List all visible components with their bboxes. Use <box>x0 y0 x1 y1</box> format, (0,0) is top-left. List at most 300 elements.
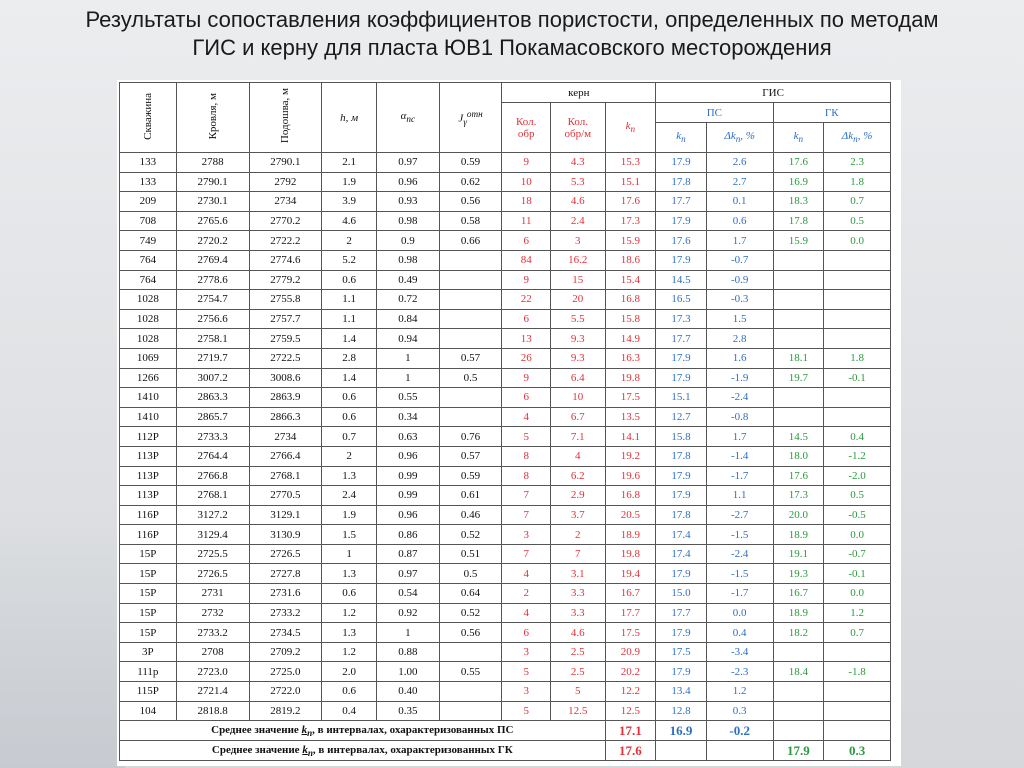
cell-gk-kp: 17.8 <box>773 211 824 231</box>
cell-gk-kp: 17.6 <box>773 466 824 486</box>
cell-gk-kp <box>773 250 824 270</box>
table-row <box>120 211 891 231</box>
cell-gk-dkp: 2.3 <box>824 153 891 173</box>
table-row <box>120 525 891 545</box>
cell-ps-kp: 17.7 <box>656 603 707 623</box>
cell-j: 0.58 <box>439 211 502 231</box>
cell-ps-kp: 17.8 <box>656 505 707 525</box>
cell-well: 113P <box>120 486 177 506</box>
cell-bottom: 2774.6 <box>249 250 322 270</box>
cell-ps-dkp: 1.7 <box>706 231 773 251</box>
cell-top: 2708 <box>176 642 249 662</box>
table-row <box>120 368 891 388</box>
cell-bottom: 2731.6 <box>249 584 322 604</box>
cell-core-count: 11 <box>502 211 551 231</box>
cell-gk-kp <box>773 407 824 427</box>
cell-gk-dkp: 0.4 <box>824 427 891 447</box>
cell-ps-dkp: 2.7 <box>706 172 773 192</box>
cell-top: 2778.6 <box>176 270 249 290</box>
cell-gk-kp <box>773 701 824 721</box>
porosity-comparison-table <box>119 82 891 761</box>
cell-gk-kp <box>773 270 824 290</box>
cell-j <box>439 329 502 349</box>
cell-gk-kp <box>773 329 824 349</box>
cell-bottom: 2766.4 <box>249 446 322 466</box>
cell-well: 133 <box>120 153 177 173</box>
cell-core-count: 8 <box>502 466 551 486</box>
cell-core-kp: 20.5 <box>605 505 656 525</box>
cell-alpha: 0.99 <box>376 466 439 486</box>
cell-j: 0.61 <box>439 486 502 506</box>
slide-title <box>0 6 1024 62</box>
table-row <box>120 309 891 329</box>
cell-alpha: 0.34 <box>376 407 439 427</box>
cell-gk-kp: 18.3 <box>773 192 824 212</box>
table-row <box>120 486 891 506</box>
cell-j: 0.56 <box>439 192 502 212</box>
header-ps-kp: $k_п$ <box>656 123 707 153</box>
cell-well: 112P <box>120 427 177 447</box>
cell-j: 0.46 <box>439 505 502 525</box>
cell-ps-kp: 15.8 <box>656 427 707 447</box>
cell-h: 1.2 <box>322 603 377 623</box>
average-ps-dkp: -0.2 <box>706 721 773 741</box>
cell-h: 0.4 <box>322 701 377 721</box>
cell-well: 111p <box>120 662 177 682</box>
cell-top: 2733.2 <box>176 623 249 643</box>
cell-well: 15P <box>120 603 177 623</box>
cell-core-count-per-m: 7 <box>550 544 605 564</box>
cell-ps-dkp: 0.3 <box>706 701 773 721</box>
average-gk-empty-ps-kp <box>656 741 707 761</box>
cell-well: 15P <box>120 544 177 564</box>
cell-bottom: 3130.9 <box>249 525 322 545</box>
cell-core-kp: 19.2 <box>605 446 656 466</box>
cell-core-count-per-m: 5 <box>550 682 605 702</box>
cell-core-kp: 16.8 <box>605 290 656 310</box>
cell-ps-kp: 17.9 <box>656 486 707 506</box>
cell-core-count-per-m: 9.3 <box>550 329 605 349</box>
cell-core-count: 3 <box>502 642 551 662</box>
cell-h: 1.4 <box>322 368 377 388</box>
table-row <box>120 231 891 251</box>
cell-h: 0.6 <box>322 388 377 408</box>
cell-core-count-per-m: 4.6 <box>550 623 605 643</box>
cell-alpha: 1 <box>376 623 439 643</box>
table-row <box>120 270 891 290</box>
cell-core-kp: 20.2 <box>605 662 656 682</box>
header-gis: ГИС <box>656 83 891 103</box>
cell-core-count: 9 <box>502 368 551 388</box>
table-row <box>120 682 891 702</box>
cell-ps-kp: 17.4 <box>656 525 707 545</box>
cell-core-kp: 12.5 <box>605 701 656 721</box>
cell-ps-dkp: 2.6 <box>706 153 773 173</box>
cell-gk-dkp: -0.7 <box>824 544 891 564</box>
cell-core-count-per-m: 3.3 <box>550 584 605 604</box>
cell-core-count: 6 <box>502 309 551 329</box>
cell-well: 113P <box>120 466 177 486</box>
cell-h: 0.6 <box>322 407 377 427</box>
title-line-2: ГИС и керну для пласта ЮВ1 Покамасовского месторождения <box>192 35 832 60</box>
cell-core-count: 4 <box>502 407 551 427</box>
cell-gk-kp: 19.3 <box>773 564 824 584</box>
cell-core-kp: 18.6 <box>605 250 656 270</box>
cell-j: 0.57 <box>439 348 502 368</box>
cell-ps-kp: 17.9 <box>656 564 707 584</box>
table-row <box>120 564 891 584</box>
cell-ps-kp: 17.7 <box>656 329 707 349</box>
cell-core-count-per-m: 15 <box>550 270 605 290</box>
cell-bottom: 2770.5 <box>249 486 322 506</box>
cell-top: 3007.2 <box>176 368 249 388</box>
cell-j: 0.59 <box>439 466 502 486</box>
cell-core-kp: 17.7 <box>605 603 656 623</box>
cell-h: 5.2 <box>322 250 377 270</box>
cell-gk-dkp: -0.1 <box>824 564 891 584</box>
cell-core-count-per-m: 16.2 <box>550 250 605 270</box>
cell-core-count-per-m: 4 <box>550 446 605 466</box>
table-row <box>120 544 891 564</box>
cell-ps-kp: 17.8 <box>656 172 707 192</box>
cell-j: 0.52 <box>439 603 502 623</box>
cell-gk-dkp: 0.0 <box>824 584 891 604</box>
cell-ps-dkp: 1.2 <box>706 682 773 702</box>
cell-ps-kp: 15.1 <box>656 388 707 408</box>
cell-alpha: 0.98 <box>376 250 439 270</box>
average-gk-label: Среднее значение $k_п$, в интервалах, охарактеризованных ГК <box>120 741 606 761</box>
cell-j <box>439 309 502 329</box>
cell-alpha: 1 <box>376 348 439 368</box>
cell-well: 708 <box>120 211 177 231</box>
cell-h: 1.9 <box>322 505 377 525</box>
cell-core-count: 4 <box>502 603 551 623</box>
cell-top: 2756.6 <box>176 309 249 329</box>
cell-ps-kp: 17.9 <box>656 250 707 270</box>
header-ps: ПС <box>656 103 773 123</box>
cell-core-count: 26 <box>502 348 551 368</box>
header-well: Скважина <box>120 83 177 153</box>
cell-core-kp: 16.3 <box>605 348 656 368</box>
cell-core-kp: 15.1 <box>605 172 656 192</box>
cell-h: 1.3 <box>322 564 377 584</box>
cell-j <box>439 270 502 290</box>
average-ps-kp: 16.9 <box>656 721 707 741</box>
cell-alpha: 0.92 <box>376 603 439 623</box>
cell-gk-kp: 18.0 <box>773 446 824 466</box>
cell-alpha: 0.96 <box>376 446 439 466</box>
cell-gk-dkp: -0.5 <box>824 505 891 525</box>
cell-well: 133 <box>120 172 177 192</box>
cell-ps-dkp: 1.6 <box>706 348 773 368</box>
cell-j: 0.5 <box>439 368 502 388</box>
cell-core-kp: 16.8 <box>605 486 656 506</box>
cell-alpha: 0.97 <box>376 564 439 584</box>
cell-core-count-per-m: 10 <box>550 388 605 408</box>
cell-h: 1 <box>322 544 377 564</box>
cell-gk-dkp: 0.0 <box>824 231 891 251</box>
cell-bottom: 2790.1 <box>249 153 322 173</box>
cell-well: 115P <box>120 682 177 702</box>
cell-gk-dkp: 0.7 <box>824 623 891 643</box>
cell-ps-kp: 17.9 <box>656 623 707 643</box>
cell-core-count: 5 <box>502 427 551 447</box>
cell-well: 3P <box>120 642 177 662</box>
cell-gk-kp: 17.3 <box>773 486 824 506</box>
average-gk-dkp: 0.3 <box>824 741 891 761</box>
cell-well: 15P <box>120 564 177 584</box>
cell-j <box>439 642 502 662</box>
cell-top: 2719.7 <box>176 348 249 368</box>
cell-bottom: 2757.7 <box>249 309 322 329</box>
cell-h: 3.9 <box>322 192 377 212</box>
cell-ps-dkp: 0.6 <box>706 211 773 231</box>
cell-core-count-per-m: 2.5 <box>550 642 605 662</box>
cell-core-count: 6 <box>502 623 551 643</box>
cell-core-count-per-m: 5.5 <box>550 309 605 329</box>
cell-ps-dkp: -1.5 <box>706 564 773 584</box>
cell-bottom: 2770.2 <box>249 211 322 231</box>
cell-bottom: 2722.0 <box>249 682 322 702</box>
cell-bottom: 3008.6 <box>249 368 322 388</box>
cell-top: 2865.7 <box>176 407 249 427</box>
cell-top: 2725.5 <box>176 544 249 564</box>
cell-ps-dkp: 2.8 <box>706 329 773 349</box>
cell-top: 3127.2 <box>176 505 249 525</box>
cell-j <box>439 701 502 721</box>
cell-core-count-per-m: 3.1 <box>550 564 605 584</box>
cell-core-kp: 15.9 <box>605 231 656 251</box>
cell-well: 1028 <box>120 290 177 310</box>
cell-top: 2732 <box>176 603 249 623</box>
cell-gk-kp <box>773 682 824 702</box>
cell-top: 2766.8 <box>176 466 249 486</box>
cell-core-count: 18 <box>502 192 551 212</box>
average-ps-empty-gk-kp <box>773 721 824 741</box>
cell-bottom: 2734 <box>249 192 322 212</box>
cell-h: 1.4 <box>322 329 377 349</box>
cell-top: 2758.1 <box>176 329 249 349</box>
cell-core-kp: 14.1 <box>605 427 656 447</box>
cell-gk-kp: 15.9 <box>773 231 824 251</box>
title-line-1: Результаты сопоставления коэффициентов пористости, определенных по методам <box>85 7 939 32</box>
cell-alpha: 0.97 <box>376 153 439 173</box>
cell-well: 1266 <box>120 368 177 388</box>
cell-core-count: 6 <box>502 388 551 408</box>
cell-gk-dkp <box>824 701 891 721</box>
table-row <box>120 348 891 368</box>
cell-core-kp: 17.5 <box>605 388 656 408</box>
cell-alpha: 0.72 <box>376 290 439 310</box>
header-core-kp: $k_п$ <box>605 103 656 153</box>
average-gk-kp: 17.9 <box>773 741 824 761</box>
cell-j <box>439 682 502 702</box>
table-row <box>120 603 891 623</box>
cell-alpha: 0.84 <box>376 309 439 329</box>
cell-gk-dkp <box>824 329 891 349</box>
header-bottom: Подошва, м <box>249 83 322 153</box>
cell-core-count-per-m: 3.3 <box>550 603 605 623</box>
cell-alpha: 0.9 <box>376 231 439 251</box>
cell-core-count-per-m: 6.4 <box>550 368 605 388</box>
cell-ps-kp: 17.4 <box>656 544 707 564</box>
cell-bottom: 2725.0 <box>249 662 322 682</box>
cell-gk-kp <box>773 642 824 662</box>
table-row <box>120 427 891 447</box>
cell-gk-dkp: -0.1 <box>824 368 891 388</box>
cell-ps-dkp: -1.4 <box>706 446 773 466</box>
table-row <box>120 584 891 604</box>
table-row <box>120 290 891 310</box>
header-core-count-per-m: Кол. обр/м <box>550 103 605 153</box>
cell-core-kp: 17.5 <box>605 623 656 643</box>
average-row-gk <box>120 741 891 761</box>
cell-core-count: 5 <box>502 701 551 721</box>
cell-gk-kp: 18.2 <box>773 623 824 643</box>
cell-core-count: 7 <box>502 544 551 564</box>
cell-core-count: 6 <box>502 231 551 251</box>
cell-top: 3129.4 <box>176 525 249 545</box>
cell-core-count-per-m: 4.6 <box>550 192 605 212</box>
cell-gk-dkp: 0.7 <box>824 192 891 212</box>
cell-j: 0.5 <box>439 564 502 584</box>
cell-core-count: 7 <box>502 505 551 525</box>
cell-alpha: 0.86 <box>376 525 439 545</box>
cell-well: 116P <box>120 505 177 525</box>
cell-bottom: 2792 <box>249 172 322 192</box>
cell-top: 2733.3 <box>176 427 249 447</box>
average-gk-core-kp: 17.6 <box>605 741 656 761</box>
cell-well: 116P <box>120 525 177 545</box>
cell-ps-dkp: 1.5 <box>706 309 773 329</box>
cell-ps-dkp: 1.7 <box>706 427 773 447</box>
cell-alpha: 0.54 <box>376 584 439 604</box>
cell-gk-dkp <box>824 682 891 702</box>
table-row <box>120 642 891 662</box>
average-row-ps <box>120 721 891 741</box>
cell-gk-kp <box>773 309 824 329</box>
cell-h: 1.9 <box>322 172 377 192</box>
cell-gk-kp <box>773 290 824 310</box>
cell-j: 0.66 <box>439 231 502 251</box>
cell-gk-kp: 19.1 <box>773 544 824 564</box>
cell-ps-dkp: -1.5 <box>706 525 773 545</box>
cell-j: 0.51 <box>439 544 502 564</box>
table-row <box>120 192 891 212</box>
cell-ps-kp: 17.9 <box>656 662 707 682</box>
cell-alpha: 0.35 <box>376 701 439 721</box>
cell-alpha: 0.93 <box>376 192 439 212</box>
header-j: $J_\gamma^{отн}$ <box>439 83 502 153</box>
cell-alpha: 0.94 <box>376 329 439 349</box>
cell-h: 0.7 <box>322 427 377 447</box>
cell-core-count: 9 <box>502 153 551 173</box>
cell-bottom: 2819.2 <box>249 701 322 721</box>
cell-ps-kp: 12.7 <box>656 407 707 427</box>
cell-core-count: 9 <box>502 270 551 290</box>
cell-ps-dkp: -0.8 <box>706 407 773 427</box>
cell-gk-dkp: -1.2 <box>824 446 891 466</box>
header-gk-kp: $k_п$ <box>773 123 824 153</box>
cell-core-kp: 16.7 <box>605 584 656 604</box>
cell-core-kp: 17.3 <box>605 211 656 231</box>
cell-ps-kp: 12.8 <box>656 701 707 721</box>
cell-j: 0.64 <box>439 584 502 604</box>
cell-bottom: 2759.5 <box>249 329 322 349</box>
cell-bottom: 2726.5 <box>249 544 322 564</box>
cell-alpha: 0.88 <box>376 642 439 662</box>
cell-gk-dkp: 1.2 <box>824 603 891 623</box>
cell-gk-dkp <box>824 309 891 329</box>
cell-h: 2 <box>322 446 377 466</box>
cell-core-count: 84 <box>502 250 551 270</box>
cell-well: 1028 <box>120 329 177 349</box>
cell-ps-dkp: -1.7 <box>706 584 773 604</box>
cell-ps-dkp: -1.9 <box>706 368 773 388</box>
table-container <box>117 80 901 766</box>
cell-core-kp: 15.8 <box>605 309 656 329</box>
cell-h: 2.1 <box>322 153 377 173</box>
cell-alpha: 0.99 <box>376 486 439 506</box>
header-ps-dkp: $\Delta k_п$, % <box>706 123 773 153</box>
cell-core-count-per-m: 12.5 <box>550 701 605 721</box>
cell-gk-kp: 19.7 <box>773 368 824 388</box>
cell-well: 15P <box>120 623 177 643</box>
cell-bottom: 2779.2 <box>249 270 322 290</box>
cell-j: 0.57 <box>439 446 502 466</box>
header-h: h, м <box>322 83 377 153</box>
cell-core-count-per-m: 6.7 <box>550 407 605 427</box>
cell-ps-kp: 15.0 <box>656 584 707 604</box>
cell-alpha: 0.55 <box>376 388 439 408</box>
cell-core-count-per-m: 7.1 <box>550 427 605 447</box>
cell-core-count-per-m: 20 <box>550 290 605 310</box>
average-ps-core-kp: 17.1 <box>605 721 656 741</box>
cell-core-kp: 19.6 <box>605 466 656 486</box>
cell-j <box>439 388 502 408</box>
cell-gk-kp: 18.9 <box>773 525 824 545</box>
cell-core-count-per-m: 3.7 <box>550 505 605 525</box>
cell-ps-kp: 17.9 <box>656 348 707 368</box>
cell-bottom: 3129.1 <box>249 505 322 525</box>
cell-core-kp: 14.9 <box>605 329 656 349</box>
cell-gk-kp: 20.0 <box>773 505 824 525</box>
cell-j: 0.52 <box>439 525 502 545</box>
cell-alpha: 0.40 <box>376 682 439 702</box>
cell-gk-dkp: 0.0 <box>824 525 891 545</box>
cell-bottom: 2863.9 <box>249 388 322 408</box>
cell-alpha: 1 <box>376 368 439 388</box>
cell-well: 1028 <box>120 309 177 329</box>
cell-core-count: 8 <box>502 446 551 466</box>
cell-core-count-per-m: 2.5 <box>550 662 605 682</box>
cell-j: 0.59 <box>439 153 502 173</box>
header-core: керн <box>502 83 656 103</box>
cell-bottom: 2722.2 <box>249 231 322 251</box>
cell-top: 2731 <box>176 584 249 604</box>
cell-gk-kp: 18.4 <box>773 662 824 682</box>
cell-core-kp: 15.3 <box>605 153 656 173</box>
cell-bottom: 2734 <box>249 427 322 447</box>
cell-well: 1069 <box>120 348 177 368</box>
cell-h: 1.5 <box>322 525 377 545</box>
cell-ps-dkp: -2.3 <box>706 662 773 682</box>
cell-ps-dkp: 0.4 <box>706 623 773 643</box>
cell-ps-kp: 17.6 <box>656 231 707 251</box>
cell-core-kp: 19.8 <box>605 544 656 564</box>
cell-well: 15P <box>120 584 177 604</box>
cell-core-count: 5 <box>502 662 551 682</box>
